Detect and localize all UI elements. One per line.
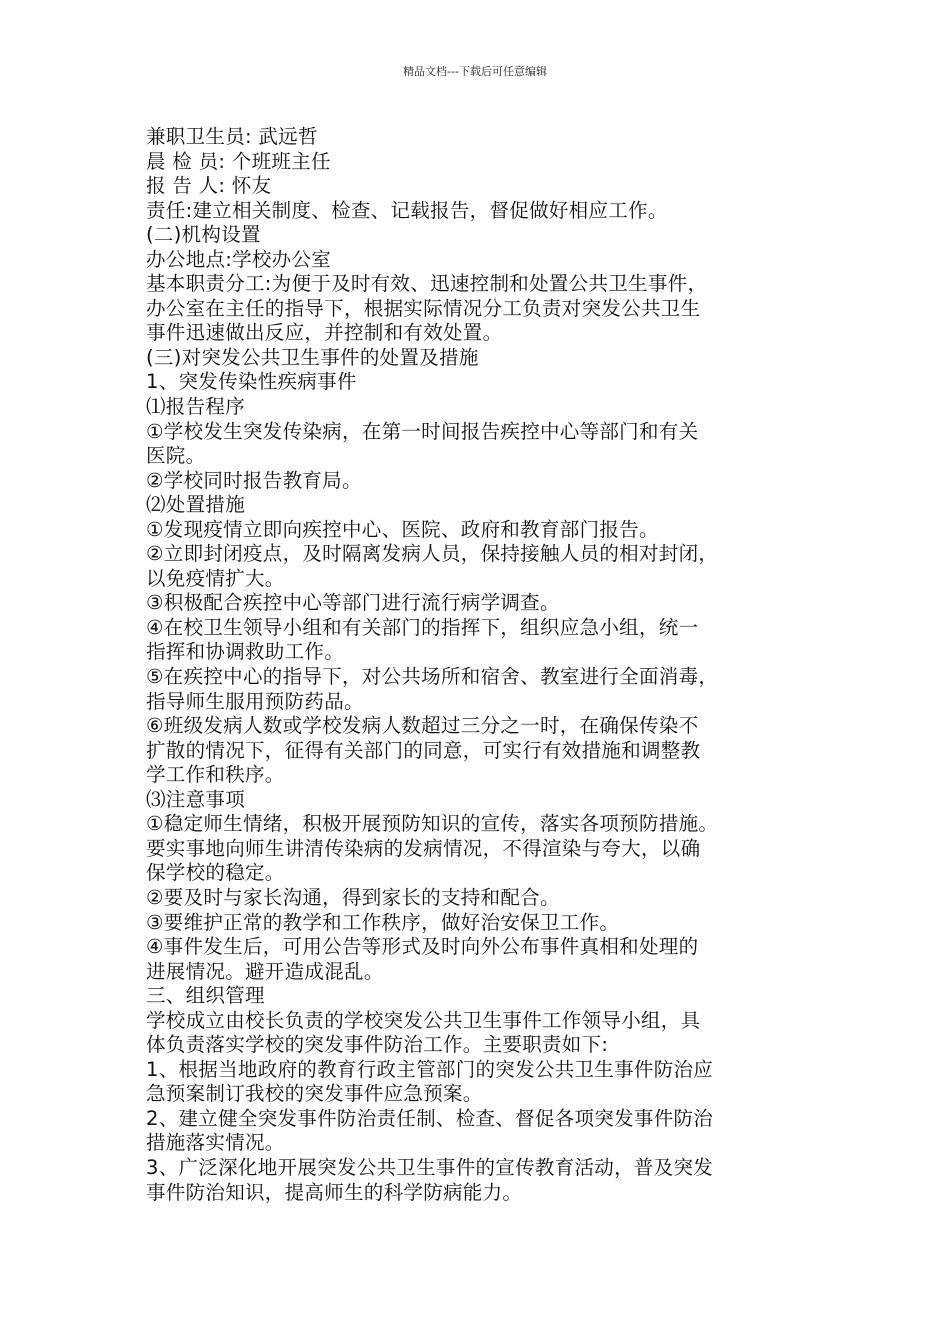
list-item: ⑥班级发病人数或学校发病人数超过三分之一时，在确保传染不 <box>146 714 699 738</box>
text-line: 指导师生服用预防药品。 <box>146 689 364 713</box>
text-line: 以免疫情扩大。 <box>146 566 285 590</box>
list-item: 1、根据当地政府的教育行政主管部门的突发公共卫生事件防治应 <box>146 1057 714 1081</box>
page-header: 精品文档---下载后可任意编辑 <box>403 65 547 78</box>
subsection-heading: ⑵处置措施 <box>146 493 246 517</box>
text-line: 办公地点:学校办公室 <box>146 247 332 271</box>
text-line: 学工作和秩序。 <box>146 763 285 787</box>
text-line: 晨 检 员: 个班班主任 <box>146 149 331 173</box>
text-line: 报 告 人: 怀友 <box>146 174 272 198</box>
text-line: 进展情况。避开造成混乱。 <box>146 959 384 983</box>
text-line: 学校成立由校长负责的学校突发公共卫生事件工作领导小组，具 <box>146 1008 701 1032</box>
document-body <box>146 125 806 1205</box>
list-item: ②要及时与家长沟通，得到家长的支持和配合。 <box>146 885 560 909</box>
text-line: 体负责落实学校的突发事件防治工作。主要职责如下: <box>146 1033 609 1057</box>
text-line: 事件防治知识，提高师生的科学防病能力。 <box>146 1180 523 1204</box>
section-heading: (二)机构设置 <box>146 223 261 247</box>
text-line: 责任:建立相关制度、检查、记载报告，督促做好相应工作。 <box>146 198 668 222</box>
section-heading: (三)对突发公共卫生事件的处置及措施 <box>146 345 479 369</box>
subsection-heading: 1、突发传染性疾病事件 <box>146 370 357 394</box>
text-line: 指挥和协调救助工作。 <box>146 640 345 664</box>
list-item: ③积极配合疾控中心等部门进行流行病学调查。 <box>146 591 560 615</box>
section-heading: 三、组织管理 <box>146 984 265 1008</box>
text-line: 措施落实情况。 <box>146 1131 285 1155</box>
list-item: ②学校同时报告教育局。 <box>146 468 362 492</box>
subsection-heading: ⑴报告程序 <box>146 395 246 419</box>
list-item: ②立即封闭疫点，及时隔离发病人员，保持接触人员的相对封闭， <box>146 542 719 566</box>
list-item: 2、建立健全突发事件防治责任制、检查、督促各项突发事件防治 <box>146 1106 714 1130</box>
list-item: ①稳定师生情绪，积极开展预防知识的宣传，落实各项预防措施。 <box>146 812 719 836</box>
list-item: ④事件发生后，可用公告等形式及时向外公布事件真相和处理的 <box>146 935 699 959</box>
text-line: 保学校的稳定。 <box>146 861 285 885</box>
text-line: 兼职卫生员: 武远哲 <box>146 125 318 148</box>
list-item: ①学校发生突发传染病，在第一时间报告疾控中心等部门和有关 <box>146 419 699 443</box>
text-line: 基本职责分工:为便于及时有效、迅速控制和处置公共卫生事件， <box>146 272 708 296</box>
text-line: 办公室在主任的指导下，根据实际情况分工负责对突发公共卫生 <box>146 296 701 320</box>
text-line: 事件迅速做出反应，并控制和有效处置。 <box>146 321 503 345</box>
list-item: ③要维护正常的教学和工作秩序，做好治安保卫工作。 <box>146 910 620 934</box>
text-line: 医院。 <box>146 444 206 468</box>
list-item: ④在校卫生领导小组和有关部门的指挥下，组织应急小组，统一 <box>146 615 699 639</box>
list-item: ⑤在疾控中心的指导下，对公共场所和宿舍、教室进行全面消毒， <box>146 665 719 689</box>
text-line: 急预案制订我校的突发事件应急预案。 <box>146 1082 483 1106</box>
list-item: ①发现疫情立即向疾控中心、医院、政府和教育部门报告。 <box>146 517 659 541</box>
text-line: 要实事地向师生讲清传染病的发病情况，不得渲染与夸大，以确 <box>146 836 701 860</box>
text-line: 扩散的情况下，征得有关部门的同意，可实行有效措施和调整教 <box>146 738 701 762</box>
subsection-heading: ⑶注意事项 <box>146 787 246 811</box>
list-item: 3、广泛深化地开展突发公共卫生事件的宣传教育活动，普及突发 <box>146 1155 714 1179</box>
